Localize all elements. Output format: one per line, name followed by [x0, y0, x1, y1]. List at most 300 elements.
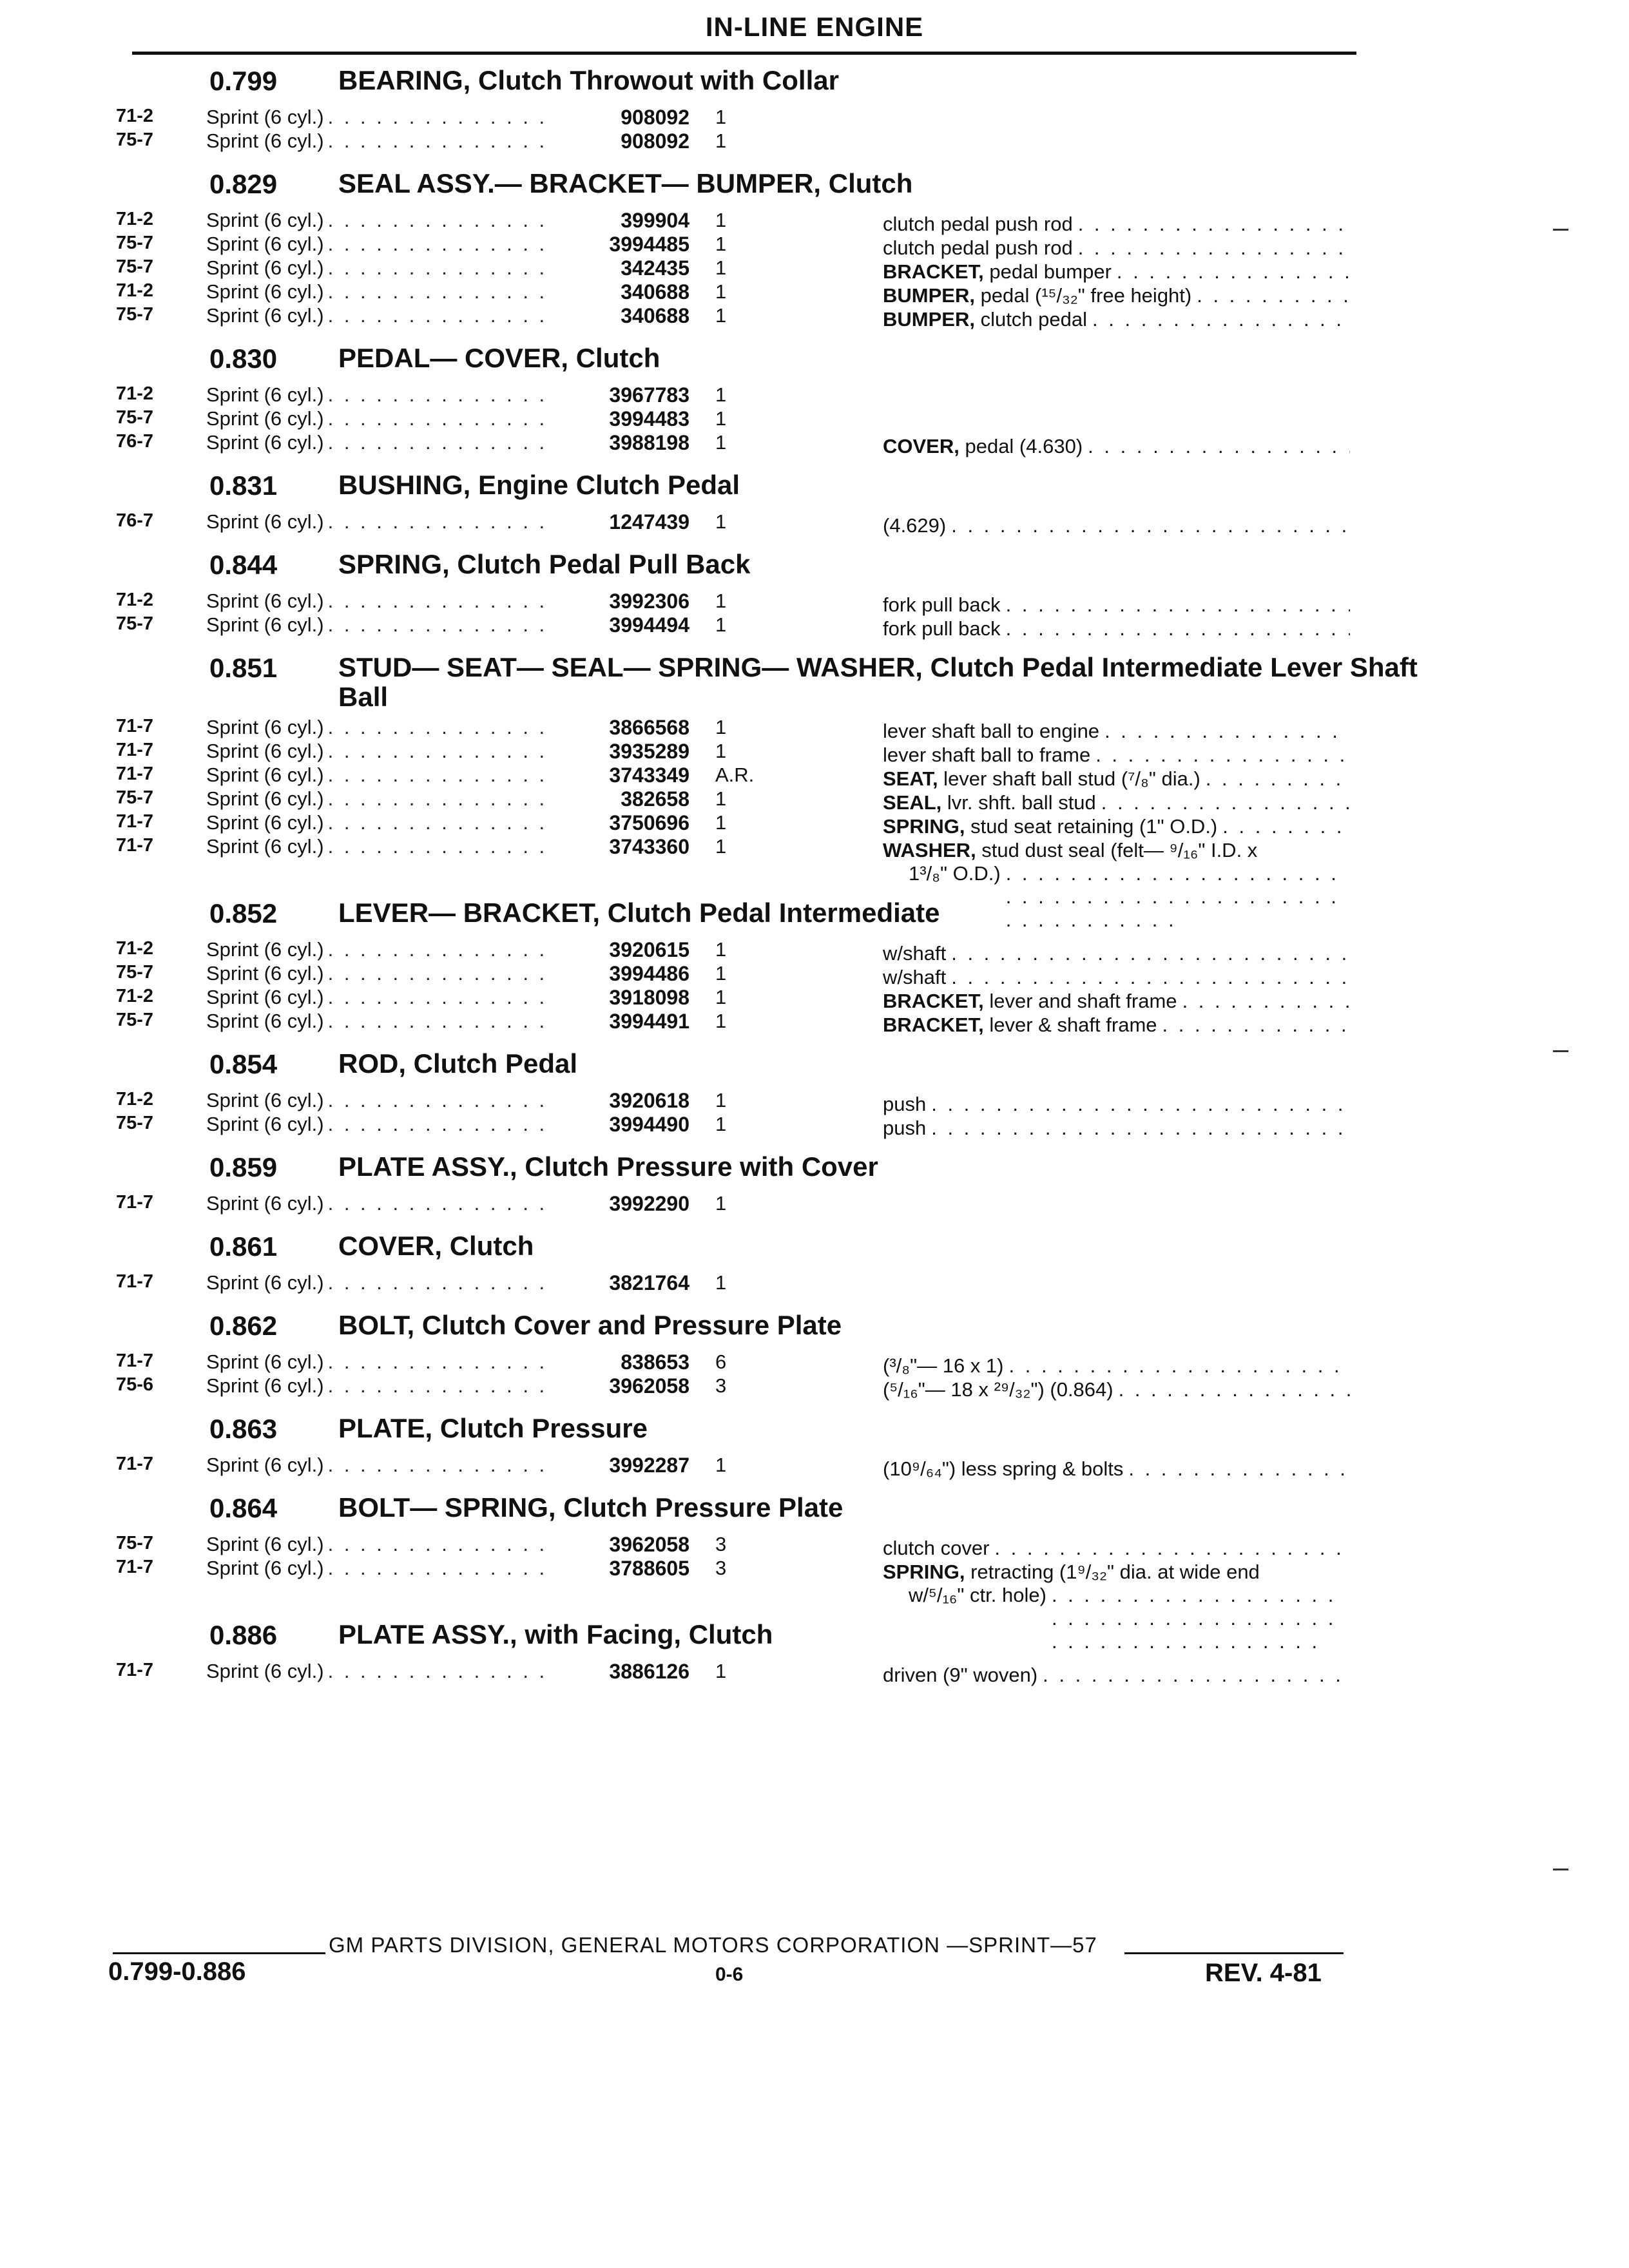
group-title: ROD, Clutch Pedal [338, 1048, 578, 1079]
quantity: 1 [715, 613, 727, 636]
dot-leader [328, 1660, 554, 1683]
part-row [0, 786, 1629, 814]
vehicle-text: Sprint (6 cyl.) [206, 1271, 324, 1294]
part-row [0, 1008, 1629, 1036]
model-code: 71-7 [116, 1660, 154, 1680]
dot-leader [328, 431, 554, 454]
model-code: 75-7 [116, 256, 154, 277]
vehicle-application [206, 280, 554, 303]
part-number: 3994494 [609, 613, 689, 637]
group-spacer [0, 152, 1629, 160]
dot-leader [328, 835, 554, 858]
model-code: 71-2 [116, 986, 154, 1006]
vehicle-application [206, 787, 554, 811]
model-code: 76-7 [116, 431, 154, 452]
part-number: 908092 [621, 106, 689, 129]
group-title: PEDAL— COVER, Clutch [338, 343, 660, 373]
description-text: (4.629) [883, 514, 947, 537]
model-code: 71-7 [116, 1557, 154, 1577]
dot-leader [951, 514, 1350, 537]
group-title: PLATE, Clutch Pressure [338, 1413, 648, 1443]
description-text: stud seat retaining (1" O.D.) [965, 815, 1218, 838]
group-spacer [0, 881, 1629, 889]
model-code: 71-7 [116, 1454, 154, 1474]
part-row [0, 937, 1629, 965]
group-title: STUD— SEAT— SEAL— SPRING— WASHER, Clutch Pedal Intermediate Lever Shaft Ball [338, 652, 1418, 712]
quantity: 1 [715, 1010, 727, 1032]
group-heading [0, 461, 1629, 509]
quantity: 1 [715, 835, 727, 858]
vehicle-text: Sprint (6 cyl.) [206, 962, 324, 985]
quantity: 1 [715, 1271, 727, 1294]
dot-leader [931, 1117, 1350, 1140]
vehicle-application [206, 106, 554, 129]
group-code: 0.830 [209, 343, 278, 374]
part-number: 342435 [621, 256, 689, 280]
description-text: pedal (4.630) [959, 435, 1083, 457]
group-spacer [0, 1682, 1629, 1690]
group-heading [0, 160, 1629, 207]
group-spacer [0, 533, 1629, 541]
vehicle-application [206, 1454, 554, 1477]
dot-leader [328, 740, 554, 763]
vehicle-application [206, 510, 554, 533]
part-row [0, 715, 1629, 742]
vehicle-text: Sprint (6 cyl.) [206, 106, 324, 128]
model-code: 75-7 [116, 407, 154, 428]
margin-mark [1553, 229, 1568, 231]
group-code: 0.799 [209, 66, 278, 96]
parts-listing [0, 57, 1629, 1690]
part-row [0, 1555, 1629, 1606]
vehicle-application [206, 209, 554, 232]
description-keyword: BRACKET, [883, 1014, 984, 1036]
parts-group [0, 1143, 1629, 1222]
group-title: BOLT— SPRING, Clutch Pressure Plate [338, 1492, 843, 1523]
description-keyword: SPRING, [883, 815, 965, 838]
vehicle-application [206, 304, 554, 327]
model-code: 71-7 [116, 835, 154, 856]
dot-leader [328, 304, 554, 327]
quantity: 1 [715, 938, 727, 961]
description-text: w/shaft [883, 966, 947, 988]
dot-leader [328, 613, 554, 637]
vehicle-application [206, 1010, 554, 1033]
dot-leader [328, 1374, 554, 1398]
description-keyword: BUMPER, [883, 308, 975, 331]
quantity: 1 [715, 256, 727, 279]
vehicle-application [206, 1660, 554, 1683]
model-code: 71-7 [116, 716, 154, 736]
model-code: 71-7 [116, 764, 154, 784]
footer-rule-right [1124, 1952, 1344, 1954]
group-heading [0, 1484, 1629, 1532]
page-header-title: IN-LINE ENGINE [705, 12, 924, 42]
part-number: 3788605 [609, 1557, 689, 1580]
part-row [0, 303, 1629, 331]
group-title: SPRING, Clutch Pedal Pull Back [338, 549, 751, 579]
dot-leader [328, 938, 554, 961]
model-code: 75-7 [116, 1533, 154, 1553]
vehicle-application [206, 986, 554, 1009]
quantity: 1 [715, 1660, 727, 1682]
description-text: clutch cover [883, 1537, 990, 1559]
part-row [0, 834, 1629, 885]
vehicle-text: Sprint (6 cyl.) [206, 1660, 324, 1682]
dot-leader [328, 787, 554, 811]
footer-rule-left [113, 1952, 325, 1954]
vehicle-text: Sprint (6 cyl.) [206, 787, 324, 810]
description-text: retracting (1⁹/₃₂" dia. at wide end [965, 1561, 1260, 1583]
description-keyword: BRACKET, [883, 990, 984, 1012]
vehicle-text: Sprint (6 cyl.) [206, 1089, 324, 1111]
vehicle-text: Sprint (6 cyl.) [206, 304, 324, 327]
model-code: 71-2 [116, 106, 154, 126]
part-number: 3992306 [609, 590, 689, 613]
vehicle-text: Sprint (6 cyl.) [206, 233, 324, 255]
dot-leader [1092, 308, 1350, 331]
part-number: 340688 [621, 280, 689, 303]
group-heading [0, 644, 1629, 715]
part-number: 838653 [621, 1350, 689, 1374]
dot-leader [328, 1350, 554, 1374]
part-number: 340688 [621, 304, 689, 327]
vehicle-application [206, 130, 554, 153]
quantity: 1 [715, 407, 727, 430]
model-code: 75-7 [116, 233, 154, 253]
part-row [0, 279, 1629, 307]
part-row [0, 1191, 1629, 1215]
part-row [0, 231, 1629, 259]
vehicle-text: Sprint (6 cyl.) [206, 130, 324, 152]
vehicle-text: Sprint (6 cyl.) [206, 811, 324, 834]
vehicle-text: Sprint (6 cyl.) [206, 835, 324, 858]
quantity: 1 [715, 1113, 727, 1135]
vehicle-text: Sprint (6 cyl.) [206, 431, 324, 454]
model-code: 71-2 [116, 938, 154, 959]
part-description [883, 308, 1350, 331]
description-text: fork pull back [883, 593, 1001, 616]
vehicle-text: Sprint (6 cyl.) [206, 938, 324, 961]
group-title: BOLT, Clutch Cover and Pressure Plate [338, 1310, 842, 1340]
group-code: 0.844 [209, 550, 278, 580]
quantity: 1 [715, 431, 727, 454]
vehicle-text: Sprint (6 cyl.) [206, 613, 324, 636]
part-number: 3918098 [609, 986, 689, 1009]
model-code: 75-7 [116, 962, 154, 983]
footer-group-range: 0.799-0.886 [108, 1957, 246, 1986]
parts-group [0, 1040, 1629, 1143]
group-spacer [0, 636, 1629, 644]
dot-leader [328, 811, 554, 834]
part-row [0, 207, 1629, 235]
description-text: lvr. shft. ball stud [941, 791, 1096, 814]
part-row [0, 985, 1629, 1012]
description-text: push [883, 1117, 927, 1139]
header-rule [132, 52, 1356, 55]
part-number: 3994483 [609, 407, 689, 430]
footer-revision: REV. 4-81 [1205, 1959, 1322, 1987]
group-spacer [0, 1603, 1629, 1611]
description-text: pedal (¹⁵/₃₂" free height) [974, 284, 1192, 307]
description-keyword: SEAL, [883, 791, 942, 814]
group-spacer [0, 454, 1629, 461]
description-text: pedal bumper [983, 260, 1112, 283]
dot-leader [328, 256, 554, 280]
description-keyword: COVER, [883, 435, 959, 457]
model-code: 71-7 [116, 1192, 154, 1213]
group-title: SEAL ASSY.— BRACKET— BUMPER, Clutch [338, 168, 913, 198]
vehicle-application [206, 811, 554, 834]
part-row [0, 430, 1629, 457]
vehicle-application [206, 740, 554, 763]
model-code: 71-7 [116, 1271, 154, 1292]
group-code: 0.829 [209, 169, 278, 199]
description-keyword: SEAT, [883, 767, 938, 790]
group-heading [0, 1302, 1629, 1349]
quantity: 1 [715, 716, 727, 738]
dot-leader [328, 280, 554, 303]
dot-leader [328, 1010, 554, 1033]
part-number: 3743360 [609, 835, 689, 858]
vehicle-application [206, 1533, 554, 1556]
part-number: 3994485 [609, 233, 689, 256]
dot-leader [328, 233, 554, 256]
quantity: 1 [715, 986, 727, 1008]
model-code: 71-7 [116, 1350, 154, 1371]
margin-mark [1553, 1050, 1568, 1052]
quantity: 1 [715, 1192, 727, 1215]
group-spacer [0, 327, 1629, 334]
description-text: fork pull back [883, 617, 1001, 640]
vehicle-application [206, 1557, 554, 1580]
group-spacer [0, 1294, 1629, 1302]
vehicle-text: Sprint (6 cyl.) [206, 383, 324, 406]
model-code: 71-2 [116, 209, 154, 229]
part-number: 3992290 [609, 1192, 689, 1215]
quantity: 1 [715, 280, 727, 303]
part-number: 3866568 [609, 716, 689, 739]
quantity: 1 [715, 383, 727, 406]
description-keyword: BRACKET, [883, 260, 984, 283]
group-heading [0, 889, 1629, 937]
group-code: 0.859 [209, 1152, 278, 1182]
part-row [0, 1452, 1629, 1480]
model-code: 75-7 [116, 787, 154, 808]
group-heading [0, 334, 1629, 382]
group-spacer [0, 1397, 1629, 1405]
quantity: 1 [715, 962, 727, 985]
vehicle-application [206, 716, 554, 739]
parts-group [0, 1222, 1629, 1302]
dot-leader [328, 590, 554, 613]
part-number: 3988198 [609, 431, 689, 454]
vehicle-application [206, 383, 554, 407]
part-row [0, 738, 1629, 766]
dot-leader [328, 1113, 554, 1136]
description-text: lever & shaft frame [983, 1014, 1157, 1036]
part-number: 382658 [621, 787, 689, 811]
vehicle-text: Sprint (6 cyl.) [206, 1113, 324, 1135]
vehicle-text: Sprint (6 cyl.) [206, 256, 324, 279]
part-number: 3750696 [609, 811, 689, 834]
footer-publisher: GM PARTS DIVISION, GENERAL MOTORS CORPORATION —SPRINT—57 [329, 1933, 1097, 1957]
group-code: 0.854 [209, 1049, 278, 1079]
parts-group [0, 160, 1629, 334]
vehicle-application [206, 233, 554, 256]
model-code: 71-2 [116, 590, 154, 610]
quantity: 1 [715, 740, 727, 762]
part-description [883, 1014, 1350, 1037]
parts-group [0, 461, 1629, 541]
parts-group [0, 889, 1629, 1040]
dot-leader [328, 1557, 554, 1580]
vehicle-text: Sprint (6 cyl.) [206, 1374, 324, 1397]
part-row [0, 1373, 1629, 1401]
description-text: push [883, 1093, 927, 1115]
model-code: 71-2 [116, 280, 154, 301]
group-spacer [0, 1215, 1629, 1222]
part-description [883, 435, 1350, 458]
vehicle-text: Sprint (6 cyl.) [206, 1350, 324, 1373]
parts-group [0, 644, 1629, 889]
vehicle-application [206, 256, 554, 280]
model-code: 75-6 [116, 1374, 154, 1395]
vehicle-text: Sprint (6 cyl.) [206, 764, 324, 786]
description-continuation: w/⁵/₁₆" ctr. hole) [909, 1584, 1046, 1606]
vehicle-text: Sprint (6 cyl.) [206, 1533, 324, 1555]
quantity: 6 [715, 1350, 727, 1373]
part-number: 3886126 [609, 1660, 689, 1683]
vehicle-application [206, 613, 554, 637]
dot-leader [1006, 617, 1350, 640]
dot-leader [328, 510, 554, 533]
description-text: (³/₈"— 16 x 1) [883, 1354, 1004, 1377]
quantity: 1 [715, 209, 727, 231]
dot-leader [328, 1271, 554, 1294]
part-description [883, 1378, 1350, 1401]
description-keyword: SPRING, [883, 1561, 965, 1583]
dot-leader [1128, 1457, 1350, 1481]
vehicle-application [206, 590, 554, 613]
quantity: 1 [715, 1454, 727, 1476]
part-number: 3935289 [609, 740, 689, 763]
part-description [883, 1117, 1350, 1140]
dot-leader [328, 209, 554, 232]
dot-leader [328, 383, 554, 407]
vehicle-text: Sprint (6 cyl.) [206, 209, 324, 231]
quantity: 1 [715, 811, 727, 834]
model-code: 75-7 [116, 1010, 154, 1030]
description-text: lever shaft ball to engine [883, 720, 1100, 742]
model-code: 75-7 [116, 1113, 154, 1133]
part-number: 3821764 [609, 1271, 689, 1294]
parts-group [0, 1484, 1629, 1611]
model-code: 71-2 [116, 1089, 154, 1110]
quantity: 1 [715, 233, 727, 255]
description-text: lever shaft ball to frame [883, 744, 1091, 766]
dot-leader [328, 1192, 554, 1215]
part-description [883, 514, 1350, 537]
part-description [883, 1664, 1350, 1687]
dot-leader [328, 130, 554, 153]
vehicle-application [206, 1089, 554, 1112]
group-code: 0.831 [209, 470, 278, 501]
group-title: BUSHING, Engine Clutch Pedal [338, 470, 740, 500]
vehicle-text: Sprint (6 cyl.) [206, 590, 324, 612]
parts-group [0, 334, 1629, 461]
parts-group [0, 1611, 1629, 1690]
model-code: 75-7 [116, 304, 154, 325]
vehicle-text: Sprint (6 cyl.) [206, 1010, 324, 1032]
dot-leader [328, 764, 554, 787]
dot-leader [328, 1533, 554, 1556]
description-text: w/shaft [883, 942, 947, 965]
part-number: 908092 [621, 130, 689, 153]
description-text: (10⁹/₆₄") less spring & bolts [883, 1457, 1124, 1480]
description-text: clutch pedal push rod [883, 236, 1073, 259]
part-row [0, 1532, 1629, 1559]
part-number: 3962058 [609, 1533, 689, 1556]
vehicle-text: Sprint (6 cyl.) [206, 986, 324, 1008]
group-title: BEARING, Clutch Throwout with Collar [338, 65, 839, 95]
model-code: 71-7 [116, 740, 154, 760]
part-number: 3967783 [609, 383, 689, 407]
dot-leader [1043, 1664, 1350, 1687]
description-continuation: 1³/₈" O.D.) [909, 862, 1001, 885]
part-row [0, 588, 1629, 616]
model-code: 75-7 [116, 130, 154, 150]
part-row [0, 128, 1629, 152]
group-spacer [0, 1032, 1629, 1040]
description-keyword: BUMPER, [883, 284, 975, 307]
model-code: 75-7 [116, 613, 154, 634]
vehicle-text: Sprint (6 cyl.) [206, 740, 324, 762]
description-text: clutch pedal [974, 308, 1088, 331]
dot-leader [1088, 435, 1350, 458]
group-spacer [0, 1476, 1629, 1484]
part-number: 3992287 [609, 1454, 689, 1477]
description-text: (⁵/₁₆"— 18 x ²⁹/₃₂") (0.864) [883, 1378, 1113, 1401]
description-text: clutch pedal push rod [883, 213, 1073, 235]
quantity: 1 [715, 787, 727, 810]
dot-leader [328, 716, 554, 739]
group-code: 0.886 [209, 1620, 278, 1650]
group-heading [0, 1040, 1629, 1088]
group-title: PLATE ASSY., with Facing, Clutch [338, 1619, 773, 1649]
part-row [0, 612, 1629, 640]
group-title: LEVER— BRACKET, Clutch Pedal Intermediate [338, 898, 940, 928]
group-heading [0, 57, 1629, 104]
vehicle-text: Sprint (6 cyl.) [206, 1192, 324, 1215]
vehicle-application [206, 835, 554, 858]
part-number: 3920615 [609, 938, 689, 961]
quantity: 3 [715, 1533, 727, 1555]
margin-mark [1553, 1869, 1568, 1870]
description-text: stud dust seal (felt— ⁹/₁₆" I.D. x [976, 839, 1258, 861]
vehicle-text: Sprint (6 cyl.) [206, 280, 324, 303]
dot-leader [328, 962, 554, 985]
group-heading [0, 1222, 1629, 1270]
part-number: 3994491 [609, 1010, 689, 1033]
dot-leader [328, 986, 554, 1009]
quantity: 1 [715, 1089, 727, 1111]
group-code: 0.851 [209, 653, 278, 683]
dot-leader [1162, 1014, 1350, 1037]
vehicle-text: Sprint (6 cyl.) [206, 407, 324, 430]
part-row [0, 406, 1629, 430]
quantity: 1 [715, 106, 727, 128]
